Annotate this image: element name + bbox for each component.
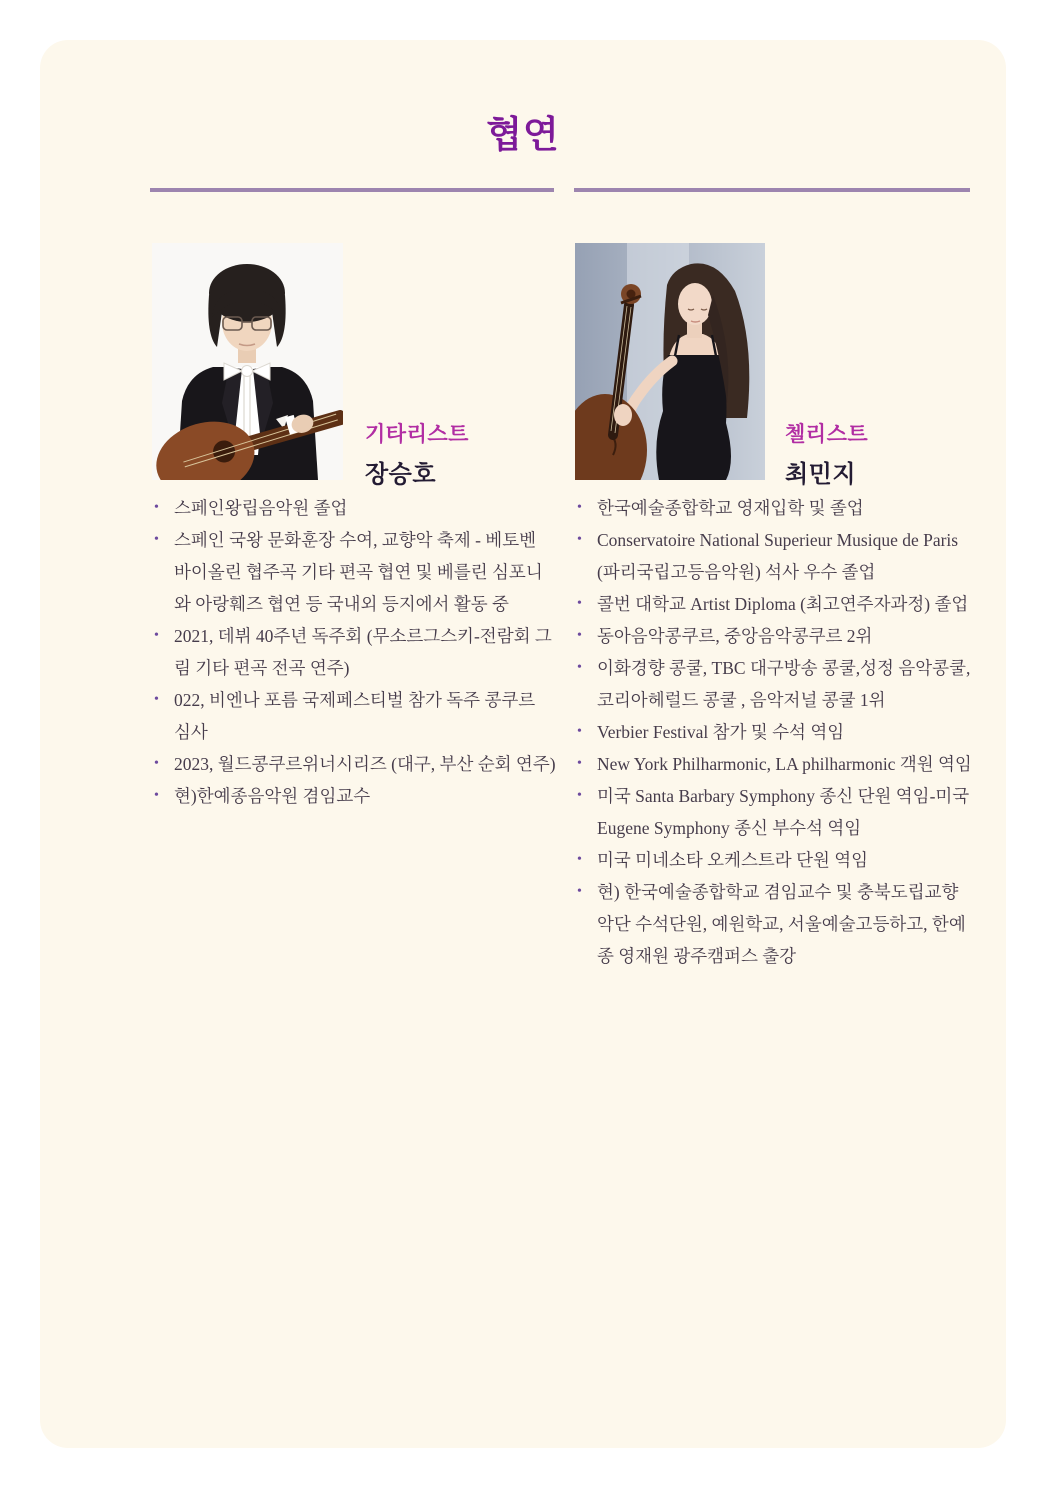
bio-item [575,524,973,588]
bio-item [575,780,973,844]
bullet-icon: • [577,596,582,611]
bio-text: 스페인왕립음악원 졸업 [174,498,348,518]
bio-item [152,780,556,812]
bio-item [152,620,556,684]
bio-item [575,716,973,748]
bullet-icon: • [154,788,159,803]
cellist-label-block [785,418,868,489]
bullet-icon: • [577,852,582,867]
performer-role-cellist: 첼리스트 [785,423,869,446]
guitarist-bio-list [152,492,556,812]
bullet-icon: • [577,532,582,547]
bio-item [575,876,973,972]
bio-item [152,492,556,524]
bio-text: 동아음악콩쿠르, 중앙음악콩쿠르 2위 [597,626,873,646]
bio-item [575,652,973,716]
bio-text: Verbier Festival 참가 및 수석 역임 [597,722,845,742]
divider-left [150,188,554,192]
bio-item [575,620,973,652]
bullet-icon: • [577,628,582,643]
bio-text: Conservatoire National Superieur Musique de Paris (파리국립고등음악원) 석사 우수 졸업 [597,530,959,582]
program-card [40,40,1006,1448]
bio-text: 2021, 데뷔 40주년 독주회 (무소르그스키-전람회 그림 기타 편곡 전곡 연주) [174,626,552,678]
guitarist-label-block [365,418,469,489]
bullet-icon: • [154,628,159,643]
bullet-icon: • [154,692,159,707]
bullet-icon: • [577,660,582,675]
bio-text: 미국 Santa Barbary Symphony 종신 단원 역임-미국 Eugene Symphony 종신 부수석 역임 [597,786,970,838]
bio-text: 2023, 월드콩쿠르위너시리즈 (대구, 부산 순회 연주) [174,754,556,774]
bullet-icon: • [577,884,582,899]
bullet-icon: • [577,756,582,771]
bio-text: New York Philharmonic, LA philharmonic 객원 역임 [597,754,972,774]
bullet-icon: • [577,788,582,803]
bio-text: 콜번 대학교 Artist Diploma (최고연주자과정) 졸업 [597,594,969,614]
bullet-icon: • [577,724,582,739]
bio-text: 이화경향 콩쿨, TBC 대구방송 콩쿨,성정 음악콩쿨, 코리아헤럴드 콩쿨 , 음악저널 콩쿨 1위 [597,658,971,710]
bio-item [152,748,556,780]
bullet-icon: • [154,500,159,515]
bio-text: 미국 미네소타 오케스트라 단원 역임 [597,850,869,870]
bio-item [575,588,973,620]
bullet-icon: • [154,532,159,547]
cellist-photo [575,243,766,480]
bio-text: 현) 한국예술종합학교 겸임교수 및 충북도립교향악단 수석단원, 예원학교, 서울예술고등하고, 한예종 영재원 광주캠퍼스 출강 [597,882,966,966]
bio-item [152,524,556,620]
performer-role-guitarist: 기타리스트 [365,423,469,446]
bio-item [575,748,973,780]
cellist-bio-list [575,492,973,972]
bio-item [152,684,556,748]
divider-right [574,188,970,192]
bullet-icon: • [154,756,159,771]
bullet-icon: • [577,500,582,515]
bio-text: 현)한예종음악원 겸임교수 [174,786,371,806]
bio-item [575,844,973,876]
guitarist-photo [152,243,343,480]
page-title: 협연 [486,114,560,155]
bio-text: 한국예술종합학교 영재입학 및 졸업 [597,498,864,518]
bio-text: 022, 비엔나 포름 국제페스티벌 참가 독주 콩쿠르 심사 [174,690,536,742]
performer-name-cellist: 최민지 [785,461,857,488]
bio-text: 스페인 국왕 문화훈장 수여, 교향악 축제 - 베토벤 바이올린 협주곡 기타 편곡 협연 및 베를린 심포니와 아랑훼즈 협연 등 국내외 등지에서 활동 중 [174,530,543,614]
performer-name-guitarist: 장승호 [365,461,437,488]
bio-item [575,492,973,524]
